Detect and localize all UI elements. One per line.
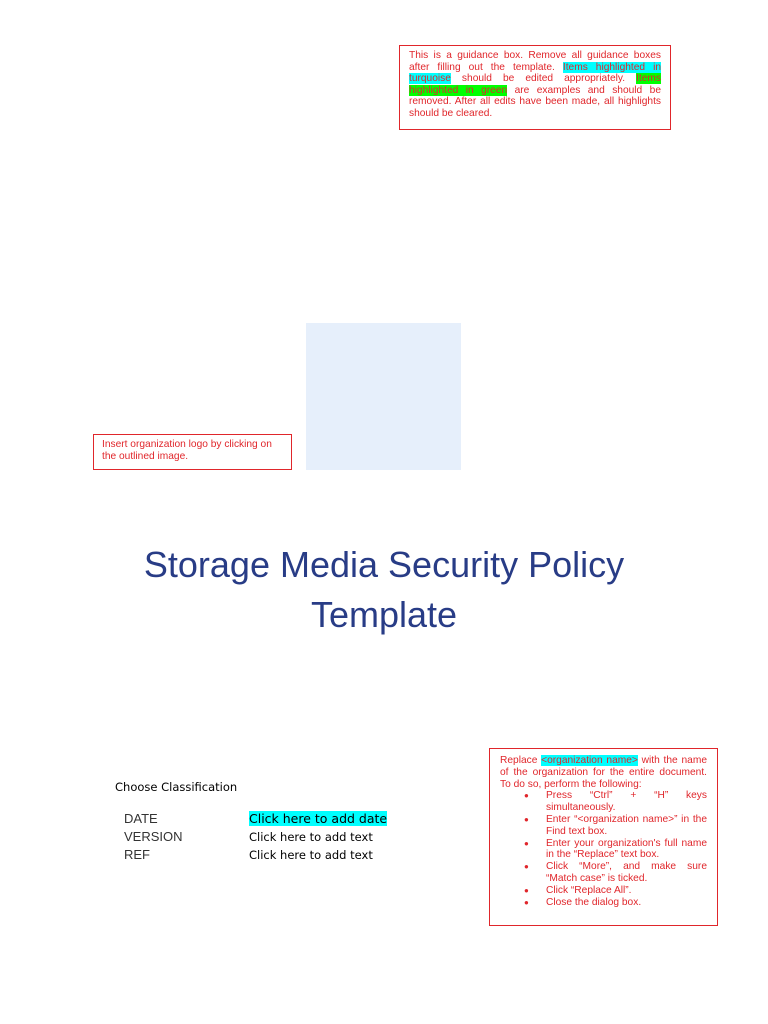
replace-intro-text: Replace — [500, 755, 542, 766]
ref-field[interactable]: Click here to add text — [249, 848, 373, 862]
replace-step: ● Click “More”, and make sure “Match case” is ticked. — [524, 861, 707, 885]
replace-step: ● Close the dialog box. — [524, 897, 707, 909]
title-line-1: Storage Media Security Policy — [143, 544, 625, 585]
replace-step: ● Enter “<organization name>” in the Find text box. — [524, 814, 707, 838]
replace-steps-list — [500, 790, 707, 908]
replace-step: ● Click “Replace All”. — [524, 885, 707, 897]
title-line-2: Template — [310, 594, 458, 635]
classification-field[interactable]: Choose Classification — [115, 780, 238, 794]
guidance-logo-text: Insert organization logo by clicking on the outlined image. — [102, 439, 272, 462]
green-highlight-example: Items highlighted in green — [409, 73, 661, 96]
replace-intro — [500, 755, 707, 790]
replace-intro-text: with the name of the organization for the entire document. To do so, perform the following: — [500, 755, 707, 790]
guidance-text: are examples and should be removed. After all edits have been made, all highlights should be cleared. — [409, 84, 661, 119]
date-field[interactable]: Click here to add date — [249, 811, 388, 826]
organization-name-placeholder: <organization name> — [541, 755, 638, 766]
guidance-box-top — [399, 45, 671, 130]
guidance-text: should be edited appropriately. — [450, 73, 637, 85]
date-label: DATE — [124, 811, 158, 826]
document-title — [84, 540, 684, 640]
guidance-text: This is a guidance box. Remove all guidance boxes after filling out the template. — [409, 50, 661, 73]
guidance-box-replace — [489, 748, 718, 926]
version-label: VERSION — [124, 829, 183, 844]
turquoise-highlight-example: Items highlighted in turquoise — [409, 61, 662, 85]
replace-step: ● Press “Ctrl” + “H” keys simultaneously. — [524, 790, 707, 814]
replace-step: ● Enter your organization's full name in the “Replace” text box. — [524, 838, 707, 862]
ref-label: REF — [124, 847, 150, 862]
version-field[interactable]: Click here to add text — [249, 830, 373, 844]
organization-logo-placeholder[interactable] — [306, 323, 461, 470]
guidance-box-logo — [93, 434, 292, 470]
